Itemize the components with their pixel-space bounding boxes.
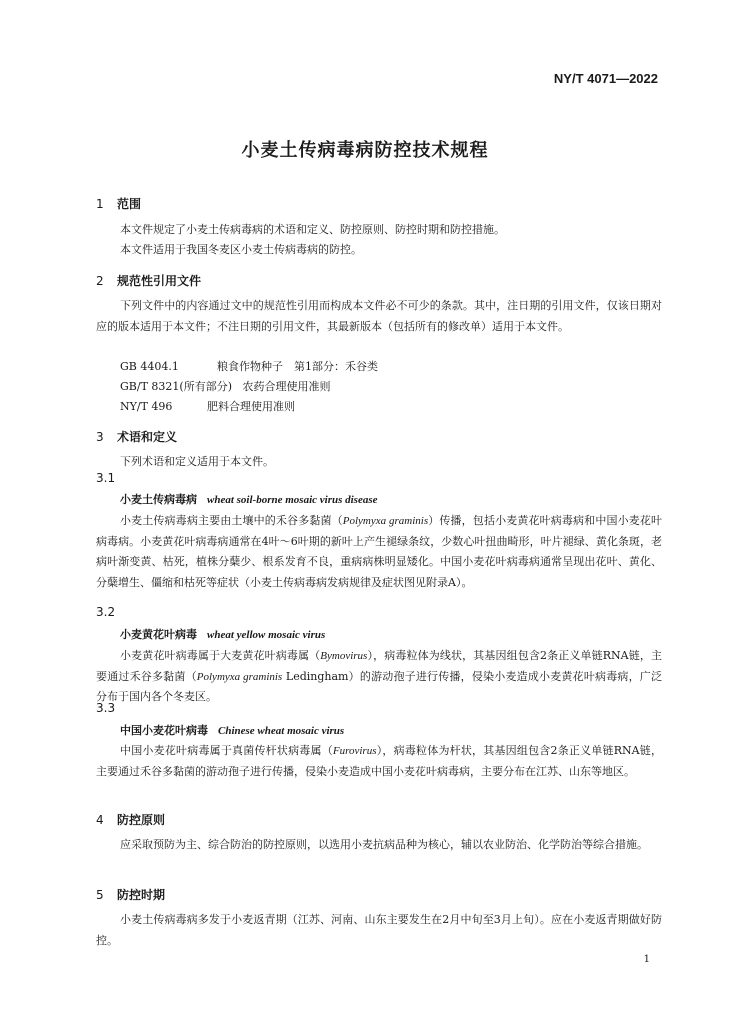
section-5-heading (96, 886, 165, 903)
term-definition (96, 511, 662, 593)
term-english: Chinese wheat mosaic virus (218, 725, 345, 737)
document-title: 小麦土传病毒病防控技术规程 (241, 140, 489, 161)
text-run: ），病毒粒体为杆状，其基因组包含2条正义单链RNA链，主要通过禾谷多黏菌的游动孢子进行传播，侵染小麦造成中国小麦花叶病毒病，主要分布在江苏、山东等地区。 (96, 744, 662, 778)
text-run: Ledingham）的游动孢子进行传播，侵染小麦造成小麦黄花叶病毒病，广泛分布于国内各个冬麦区。 (96, 669, 663, 704)
text-run: 中国小麦花叶病毒属于真菌传杆状病毒属（ (120, 744, 333, 757)
latin-name: Furovirus (332, 745, 377, 757)
section-number: 1 (96, 197, 104, 211)
term-definition (96, 741, 662, 782)
term-english: wheat yellow mosaic virus (207, 629, 326, 641)
reference-title: 农药合理使用准则 (242, 380, 331, 393)
text-run: 小麦黄花叶病毒属于大麦黄花叶病毒属（ (120, 649, 321, 662)
section-title: 防控时期 (117, 888, 166, 902)
section-title: 范围 (117, 197, 142, 211)
reference-title: 肥料合理使用准则 (207, 400, 295, 413)
paragraph: 应采取预防为主、综合防治的防控原则，以选用小麦抗病品种为核心，辅以农业防治、化学防治等综合措施。 (120, 838, 648, 851)
term-heading (120, 722, 344, 738)
term-chinese: 小麦土传病毒病 (120, 493, 197, 506)
standard-code: NY/T 4071—2022 (553, 71, 658, 86)
reference-item (120, 377, 331, 397)
term-number: 3.2 (96, 605, 116, 619)
reference-item (120, 357, 378, 377)
reference-item (120, 397, 295, 417)
term-heading (120, 491, 378, 507)
term-number: 3.1 (96, 471, 116, 485)
section-number: 5 (96, 888, 104, 902)
page-number: 1 (643, 954, 650, 965)
term-number: 3.3 (96, 701, 116, 715)
latin-name: Polymyxa graminis (342, 515, 429, 527)
paragraph: 小麦土传病毒病多发于小麦返青期（江苏、河南、山东主要发生在2月中旬至3月上旬）。应在小麦返青期做好防控。 (96, 913, 662, 947)
section-number: 2 (96, 274, 104, 288)
latin-name: Bymovirus (320, 650, 368, 662)
section-title: 规范性引用文件 (117, 274, 202, 288)
section-number: 3 (96, 430, 104, 444)
section-title: 防控原则 (117, 813, 166, 827)
paragraph: 本文件适用于我国冬麦区小麦土传病毒病的防控。 (120, 243, 362, 256)
section-title: 术语和定义 (117, 430, 178, 444)
term-definition (96, 646, 662, 708)
section-4-heading (96, 811, 165, 828)
section-1-heading (96, 195, 141, 212)
reference-code: GB/T 8321(所有部分) (120, 380, 232, 393)
reference-code: GB 4404.1 (120, 360, 179, 373)
section-2-heading (96, 272, 201, 289)
reference-title: 粮食作物种子 第1部分：禾谷类 (217, 360, 378, 373)
text-run: ）传播，包括小麦黄花叶病毒病和中国小麦花叶病毒病。小麦黄花叶病毒病通常在4叶～6叶期的新叶上产生褪绿条纹，少数心叶扭曲畸形，叶片褪绿、黄化条斑，老病叶渐变黄、枯死，植株分蘖少、根系发育不良，重病病株明显矮化。中国小麦花叶病毒病通常呈现出花叶、黄化、分蘖增生、僵缩和枯死等症状（小麦土传病毒病发病规律及症状图见附录A）。 (96, 514, 663, 589)
section-3-heading (96, 428, 177, 445)
paragraph: 下列术语和定义适用于本文件。 (120, 455, 274, 468)
term-english: wheat soil-borne mosaic virus disease (207, 494, 378, 506)
paragraph: 下列文件中的内容通过文中的规范性引用而构成本文件必不可少的条款。其中，注日期的引用文件，仅该日期对应的版本适用于本文件；不注日期的引用文件，其最新版本（包括所有的修改单）适用于本文件。 (96, 299, 662, 333)
term-heading (120, 626, 325, 642)
term-chinese: 中国小麦花叶病毒 (120, 724, 208, 737)
section-number: 4 (96, 813, 104, 827)
text-run: 小麦土传病毒病主要由土壤中的禾谷多黏菌（ (120, 514, 343, 527)
paragraph: 本文件规定了小麦土传病毒病的术语和定义、防控原则、防控时期和防控措施。 (120, 223, 505, 236)
latin-name: Polymyxa graminis (196, 670, 283, 683)
reference-code: NY/T 496 (120, 400, 173, 413)
term-chinese: 小麦黄花叶病毒 (120, 628, 197, 641)
text-run: ），病毒粒体为线状，其基因组包含2条正义单链RNA链，主要通过禾谷多黏菌（ (96, 649, 662, 683)
